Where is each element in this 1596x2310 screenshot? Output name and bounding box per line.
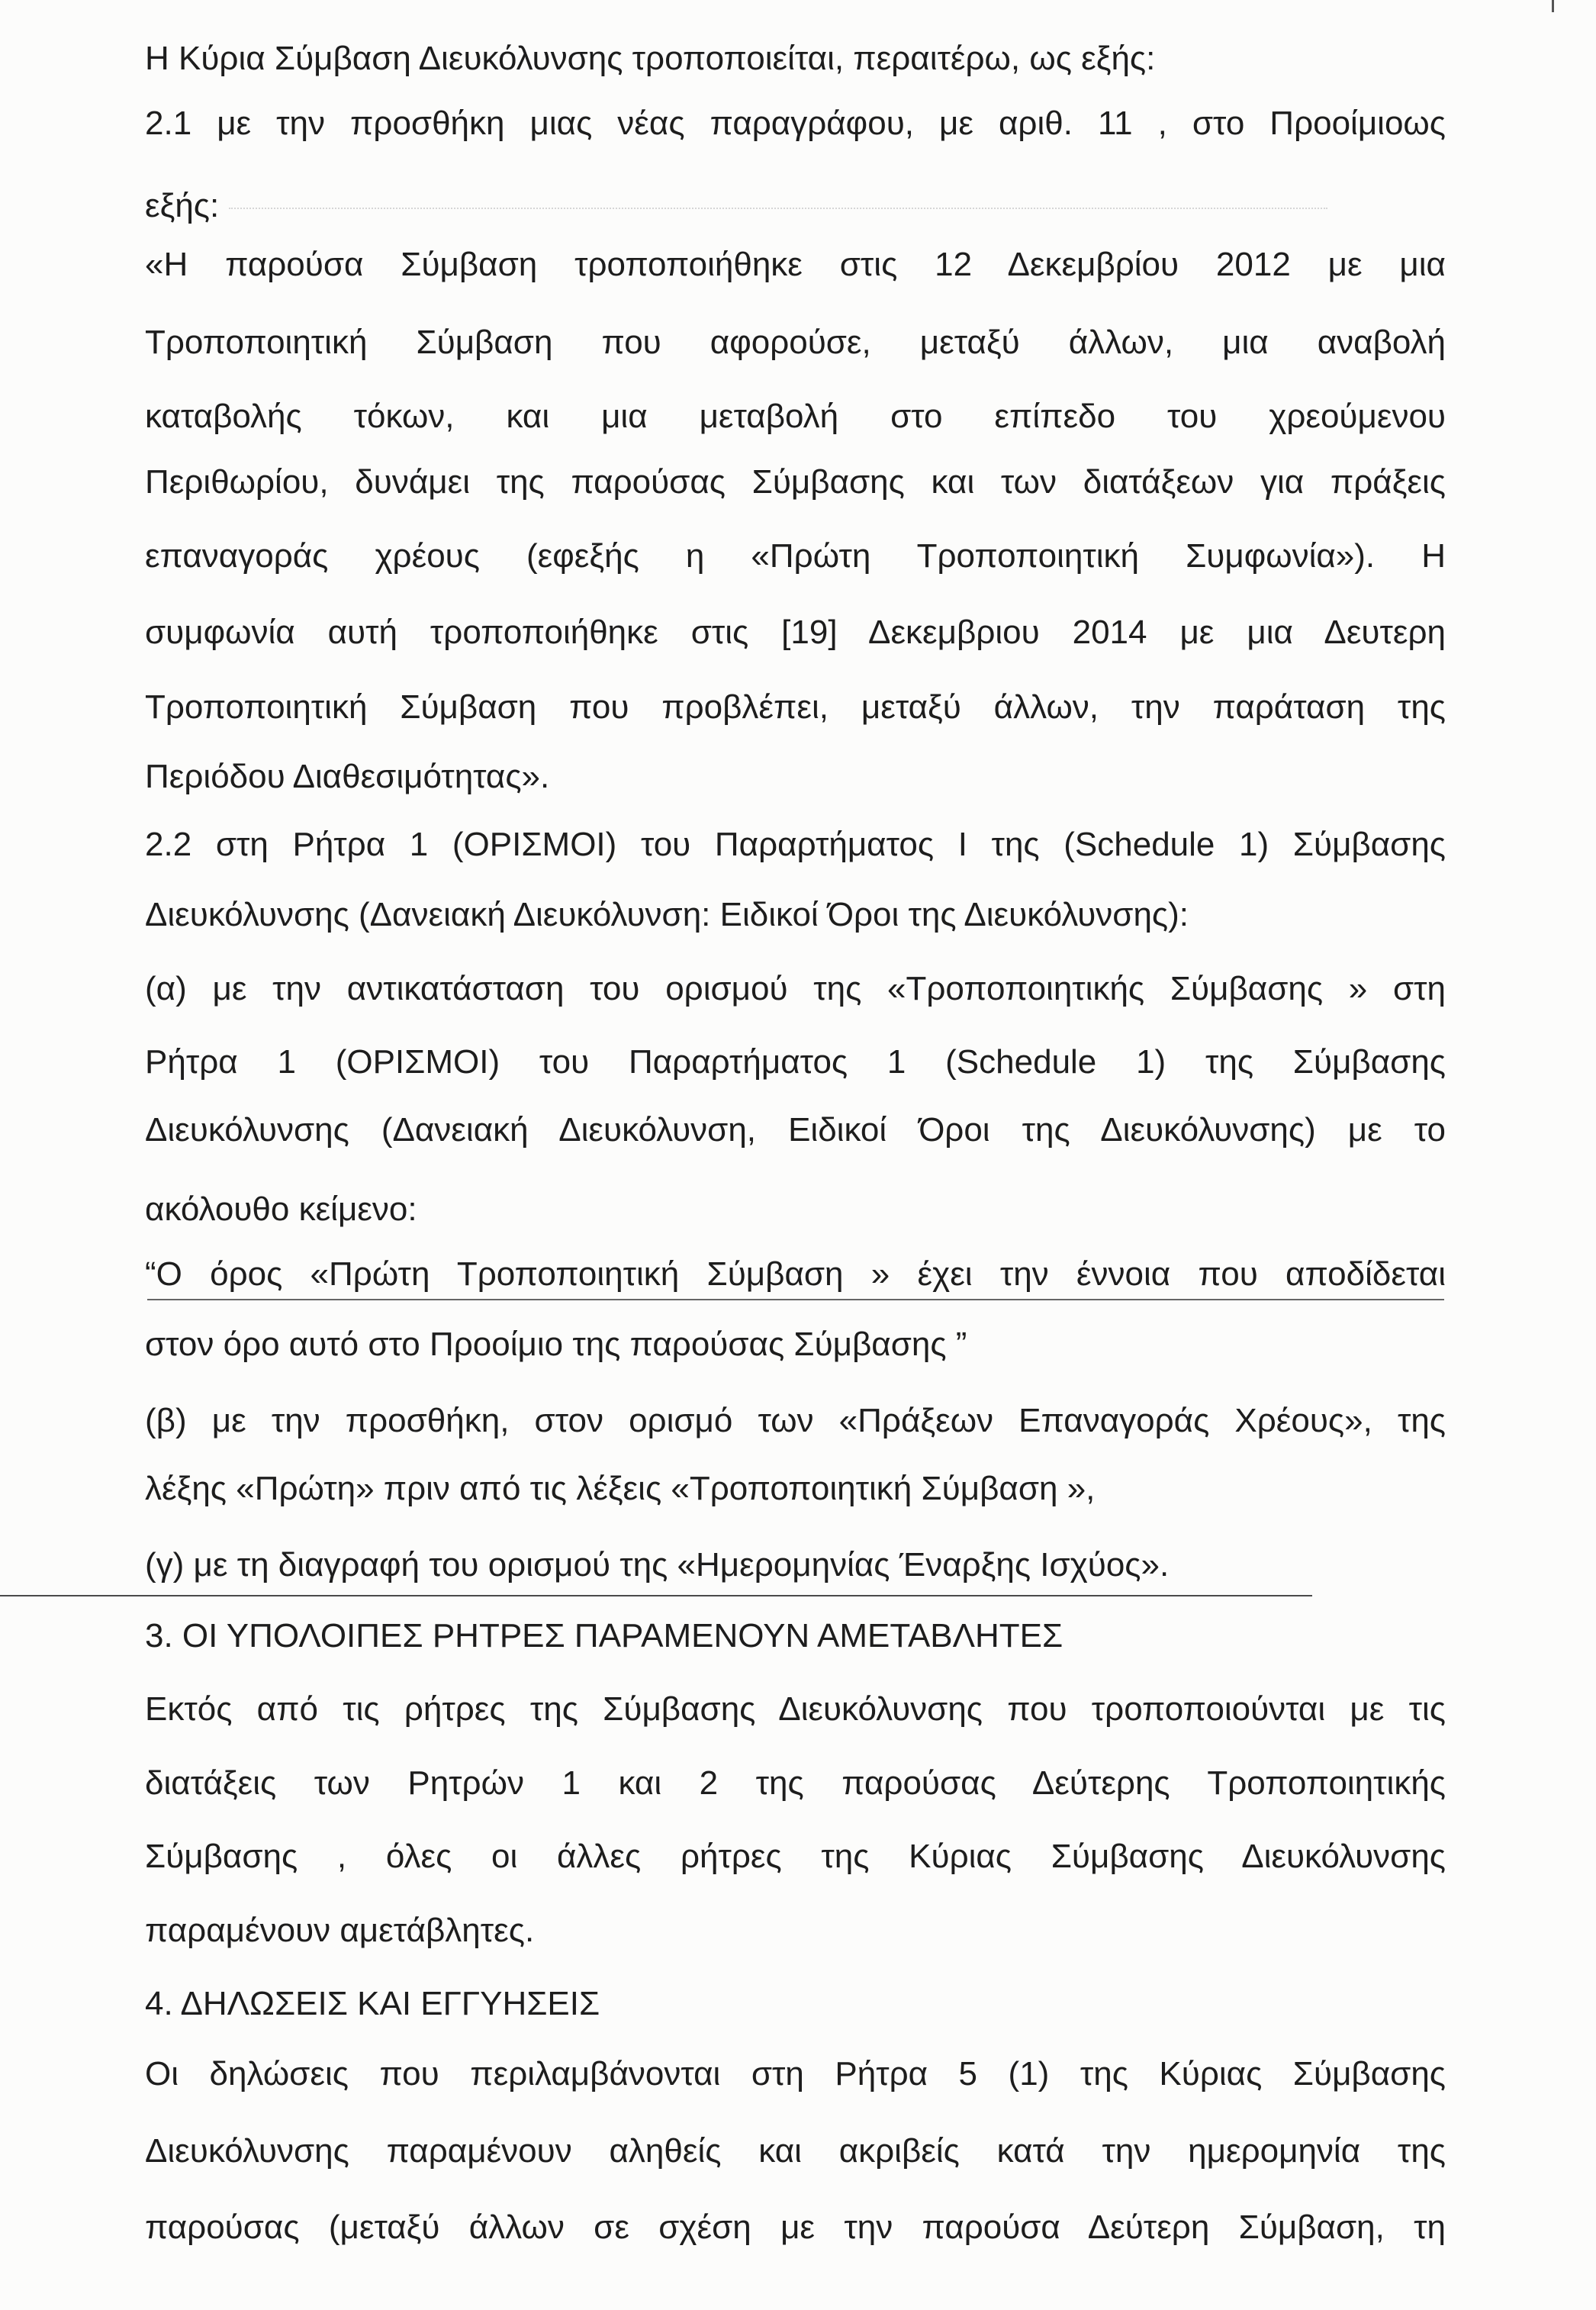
section-3-body-line: Σύμβασης , όλες οι άλλες ρήτρες της Κύριας Σύμβασης Διευκόλυνσης: [145, 1838, 1446, 1875]
item-a-definition-line: στον όρο αυτό στο Προοίμιο της παρούσας Σύμβασης ”: [145, 1326, 967, 1363]
new-paragraph-line: Τροποποιητική Σύμβαση που προβλέπει, μεταξύ άλλων, την παράταση της: [145, 688, 1446, 726]
new-paragraph-line: Τροποποιητική Σύμβαση που αφορούσε, μεταξύ άλλων, μια αναβολή: [145, 324, 1446, 361]
item-c-line: (γ) με τη διαγραφή του ορισμού της «Ημερομηνίας Έναρξης Ισχύος».: [145, 1546, 1170, 1583]
section-3-body-line: Εκτός από τις ρήτρες της Σύμβασης Διευκόλυνσης που τροποποιούνται με τις: [145, 1690, 1446, 1728]
section-4-heading: 4. ΔΗΛΩΣΕΙΣ ΚΑΙ ΕΓΓΥΗΣΕΙΣ: [145, 1985, 600, 2022]
item-b-line: (β) με την προσθήκη, στον ορισμό των «Πράξεων Επαναγοράς Χρέους», της: [145, 1402, 1446, 1439]
clause-2-2-line: Διευκόλυνσης (Δανειακή Διευκόλυνση: Ειδικοί Όροι της Διευκόλυνσης):: [145, 896, 1189, 933]
definition-underline: [147, 1299, 1444, 1300]
item-b-line: λέξης «Πρώτη» πριν από τις λέξεις «Τροποποιητική Σύμβαση »,: [145, 1470, 1096, 1507]
clause-2-1-line: εξής:: [145, 187, 220, 224]
item-a-line: Ρήτρα 1 (ΟΡΙΣΜΟΙ) του Παραρτήματος 1 (Schedule 1) της Σύμβασης: [145, 1043, 1446, 1081]
new-paragraph-line: «Η παρούσα Σύμβαση τροποποιήθηκε στις 12 Δεκεμβρίου 2012 με μια: [145, 246, 1446, 283]
clause-2-2-line: 2.2 στη Ρήτρα 1 (ΟΡΙΣΜΟΙ) του Παραρτήματος Ι της (Schedule 1) Σύμβασης: [145, 826, 1446, 863]
scan-mark: [1552, 0, 1554, 12]
section-3-body-line: παραμένουν αμετάβλητες.: [145, 1912, 535, 1949]
item-a-line: (α) με την αντικατάσταση του ορισμού της «Τροποποιητικής Σύμβασης » στη: [145, 970, 1446, 1007]
item-a-definition-line: “Ο όρος «Πρώτη Τροποποιητική Σύμβαση » έχει την έννοια που αποδίδεται: [145, 1255, 1446, 1293]
new-paragraph-line: Περιόδου Διαθεσιμότητας».: [145, 758, 550, 795]
section-4-body-line: παρούσας (μεταξύ άλλων σε σχέση με την παρούσα Δεύτερη Σύμβαση, τη: [145, 2209, 1446, 2246]
intro-line: Η Κύρια Σύμβαση Διευκόλυνσης τροποποιείται, περαιτέρω, ως εξής:: [145, 40, 1156, 77]
section-3-heading: 3. ΟΙ ΥΠΟΛΟΙΠΕΣ ΡΗΤΡΕΣ ΠΑΡΑΜΕΝΟΥΝ ΑΜΕΤΑΒΛΗΤΕΣ: [145, 1617, 1063, 1654]
horizontal-rule: [0, 1595, 1312, 1596]
section-4-body-line: Οι δηλώσεις που περιλαμβάνονται στη Ρήτρα 5 (1) της Κύριας Σύμβασης: [145, 2055, 1446, 2093]
new-paragraph-line: Περιθωρίου, δυνάμει της παρούσας Σύμβασης και των διατάξεων για πράξεις: [145, 463, 1446, 501]
section-3-body-line: διατάξεις των Ρητρών 1 και 2 της παρούσας Δεύτερης Τροποποιητικής: [145, 1764, 1446, 1802]
item-a-line: Διευκόλυνσης (Δανειακή Διευκόλυνση, Ειδικοί Όροι της Διευκόλυνσης) με το: [145, 1111, 1446, 1149]
item-a-line: ακόλουθο κείμενο:: [145, 1190, 417, 1228]
clause-2-1-line: 2.1 με την προσθήκη μιας νέας παραγράφου, με αριθ. 11 , στο Προοίμιοως: [145, 105, 1446, 142]
new-paragraph-line: καταβολής τόκων, και μια μεταβολή στο επίπεδο του χρεούμενου: [145, 398, 1446, 435]
section-4-body-line: Διευκόλυνσης παραμένουν αληθείς και ακριβείς κατά την ημερομηνία της: [145, 2132, 1446, 2170]
new-paragraph-line: συμφωνία αυτή τροποποιήθηκε στις [19] Δεκεμβριου 2014 με μια Δευτερη: [145, 614, 1446, 651]
new-paragraph-line: επαναγοράς χρέους (εφεξής η «Πρώτη Τροποποιητική Συμφωνία»). Η: [145, 537, 1446, 575]
